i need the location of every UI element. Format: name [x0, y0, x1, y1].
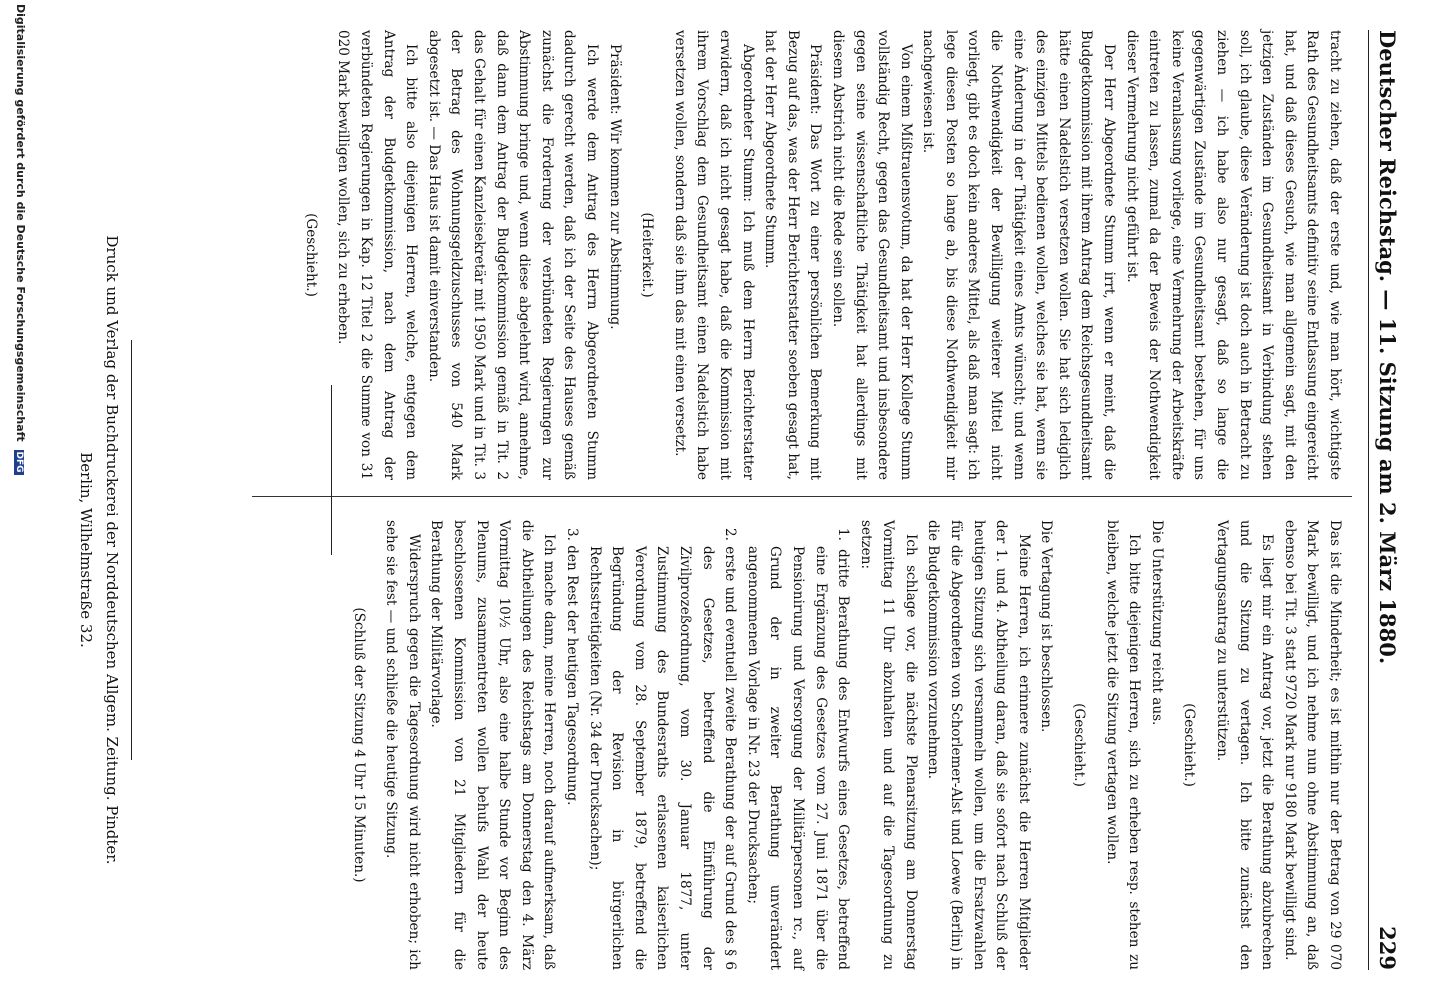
- paragraph: Die Vertagung ist beschlossen.: [1038, 520, 1055, 733]
- left-column: [289, 30, 1346, 480]
- agenda-item: 2. erste und eventuell zweite Berathung der auf Grund des § 6 des Gesetzes, betreffend die Einführung der Zivilprozeßordnung, vom 30. Januar 1877, unter Zustimmung des Bundesraths erlassenen kaiserlichen Verordnung vom 28. September 1879, betreffend die Begründung der Revision in bürgerlichen Rechtsstreitigkeiten (Nr. 34 der Drucksachen);: [586, 528, 739, 970]
- dfg-logo: DFG: [14, 451, 24, 473]
- paragraph: Präsident: Wir kommen zur Abstimmung.: [606, 44, 623, 330]
- paragraph: Die Unterstützung reicht aus.: [1148, 520, 1165, 726]
- header-title: Deutscher Reichstag. — 11. Sitzung am 2. März 1880.: [1375, 30, 1400, 665]
- interjection: (Heiterkeit.): [639, 212, 656, 298]
- page-header: [1368, 30, 1404, 970]
- digitization-credit: [14, 4, 27, 994]
- page-number: 229: [1375, 926, 1400, 970]
- paragraph: Es liegt mir ein Antrag vor, jetzt die Berathung abzubrechen und die Sitzung zu vertagen. Ich bitte zunächst den Vertagungsantrag zu unterstützen.: [1214, 520, 1276, 970]
- paragraph: Ich bitte diejenigen Herren, sich zu erheben resp. stehen zu bleiben, welche jetzt die Sitzung vertagen wollen.: [1103, 520, 1143, 970]
- section-rule: [331, 385, 332, 555]
- closing-note: (Schluß der Sitzung 4 Uhr 15 Minuten.): [350, 607, 367, 883]
- paragraph: Ich mache dann, meine Herren, noch darauf aufmerksam, daß die Abtheilungen des Reichstags am Donnerstag den 4. März Vormittag 10½ Uhr, also eine halbe Stunde vor Beginn des Plenums, zusammentreten wollen behufs Wahl der heute beschlossenen Kommission von 21 Mitgliedern für die Berathung der Militärvorlage.: [428, 520, 558, 970]
- credit-text: Digitalisierung gefördert durch die Deutsche Forschungsgemeinschaft: [14, 4, 27, 442]
- paragraph: Das ist die Minderheit; es ist mithin nur der Betrag von 29 070 Mark bewilligt, und ich nehme nun ohne Abstimmung an, daß ebenso bei Tit. 3 statt 9720 Mark nur 9180 Mark bewilligt sind.: [1281, 520, 1343, 970]
- agenda-item: 3. den Rest der heutigen Tagesordnung.: [564, 528, 580, 806]
- paragraph: Ich bitte also diejenigen Herren, welche, entgegen dem Antrag der Budgetkommission, nach dem Antrag der verbündeten Regierungen in Kap. 12 Titel 2 die Summe von 31 020 Mark bewilligen wollen, sich zu erheben.: [335, 30, 420, 480]
- header-rule: [1368, 30, 1369, 970]
- paragraph: Der Herr Abgeordnete Stumm irrt, wenn er meint, daß die Budgetkommission mit ihrem Antrag dem Reichsgesundheitsamt hätte einen Nadelstich versetzen wollen. Sie hat sich lediglich des einzigen Mittels bedienen wollen, welches sie hat, wenn sie eine Änderung in der Thätigkeit eines Amts wünscht; und wenn die Nothwendigkeit der Bewilligung weiterer Mittel nicht vorliegt, gibt es doch kein anderes Mittel, als daß man sagt: ich lege diesen Posten so lange ab, bis diese Nothwendigkeit mir nachgewiesen ist.: [920, 30, 1118, 480]
- interjection: (Geschieht.): [1181, 703, 1198, 787]
- paragraph: Meine Herren, ich erinnere zunächst die Herren Mitglieder der 1. und 4. Abtheilung daran, daß sie sofort nach Schluß der heutigen Sitzung sich versammeln wollen, um die Ersatzwahlen für die Abgeordneten von Schorlemer-Alst und Loewe (Berlin) in die Budgetkommission vorzunehmen.: [925, 520, 1032, 970]
- paragraph: Abgeordneter Stumm: Ich muß dem Herrn Berichterstatter erwidern, daß ich nicht gesagt habe, daß die Kommission mit ihrem Vorschlag dem Gesundheitsamt einen Nadelstich habe versetzen wollen, sondern daß sie ihm das mit einen versetzt.: [671, 30, 756, 480]
- interjection: (Geschieht.): [302, 213, 319, 297]
- imprint: [73, 120, 132, 980]
- paragraph: Ich schlage vor, die nächste Plenarsitzung am Donnerstag Vormittag 11 Uhr abzuhalten und auf die Tagesordnung zu setzen:: [857, 520, 919, 970]
- interjection: (Geschieht.): [1071, 703, 1088, 787]
- paragraph: Präsident: Das Wort zu einer persönlichen Bemerkung mit Bezug auf das, was der Herr Berichterstatter soeben gesagt hat, hat der Herr Abgeordnete Stumm.: [762, 30, 824, 480]
- imprint-line-2: Berlin, Wilhelmstraße 32.: [77, 452, 95, 648]
- paragraph: Ich werde dem Antrag des Herrn Abgeordneten Stumm dadurch gerecht werden, daß ich der Seite des Hauses gemäß zunächst die Forderung der verbündeten Regierungen zur Abstimmung bringe und, wenn diese abgelehnt wird, annehme, daß dann dem Antrag der Budgetkommission gemäß in Tit. 2 das Gehalt für einen Kanzleisekretär mit 1950 Mark und in Tit. 3 der Betrag des Wohnungsgeldzuschusses von 540 Mark abgesetzt ist. — Das Haus ist damit einverstanden.: [425, 30, 600, 480]
- imprint-rule: [131, 340, 132, 760]
- right-column: [337, 520, 1346, 970]
- paragraph: Widerspruch gegen die Tagesordnung wird nicht erhoben; ich sehe sie fest — und schließe die heutige Sitzung.: [383, 520, 422, 970]
- imprint-line-1: Druck und Verlag der Buchdruckerei der Norddeutschen Allgem. Zeitung. Pindter.: [103, 235, 121, 865]
- paragraph: tracht zu ziehen, daß der erste und, wie man hört, wichtigste Rath des Gesundheitsamts definitiv seine Entlassung eingereicht hat, und daß dieses Gesuch, wie man allgemein sagt, mit den jetzigen Zuständen im Gesundheitsamt in Verbindung stehen soll, ich glaube, diese Veränderung ist doch auch in Betracht zu ziehen — ich habe also nur gesagt, daß so lange die gegenwärtigen Zustände im Gesundheitsamt bestehen, für uns keine Veranlassung vorliege, eine Vermehrung der Arbeitskräfte eintreten zu lassen, zumal da der Beweis der Nothwendigkeit dieser Vermehrung nicht geführt ist.: [1123, 30, 1343, 480]
- column-divider: [252, 496, 1352, 497]
- agenda-item: 1. dritte Berathung des Entwurfs eines Gesetzes, betreffend eine Ergänzung des Gesetzes vom 27. Juni 1871 über die Pensionirung und Versorgung der Militärpersonen rc., auf Grund der in zweiter Berathung unverändert angenommenen Vorlage in Nr. 23 der Drucksachen;: [744, 528, 852, 970]
- paragraph: Von einem Mißtrauensvotum, da hat der Herr Kollege Stumm vollständig Recht, gegen das Gesundheitsamt und insbesondere gegen seine wissenschaftliche Thätigkeit hat allerdings mit diesem Abstrich nicht die Rede sein sollen.: [829, 30, 914, 480]
